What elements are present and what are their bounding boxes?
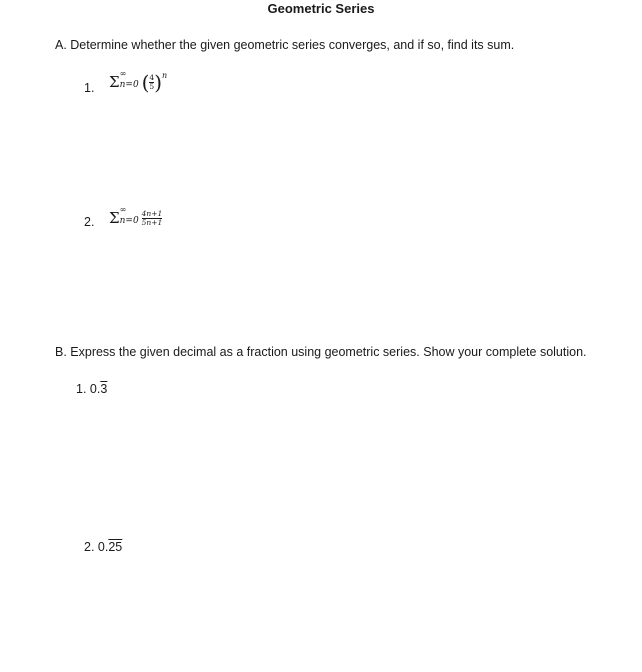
fraction-denominator: 5n+1 [141,218,163,227]
term-fraction [142,210,163,227]
repeating-digits: 3 [100,382,108,396]
problem-b1 [76,382,107,396]
problem-b2-number: 2. [84,540,95,554]
decimal-prefix: 0. [97,540,109,554]
fraction-numerator: 4n+1 [141,209,163,218]
repeating-digits: 25 [108,540,123,554]
exponent: n [162,71,168,80]
lower-limit: n=0 [119,215,139,226]
problem-b1-number: 1. [76,382,87,396]
lower-limit: n=0 [119,79,139,90]
section-b-heading: B. Express the given decimal as a fraction using geometric series. Show your complete solution. [55,345,587,359]
section-a-heading: A. Determine whether the given geometric series converges, and if so, find its sum. [55,38,515,52]
problem-b2 [84,540,122,554]
fraction-numerator: 4 [149,73,155,82]
fraction-denominator: 5 [149,82,155,91]
decimal-prefix: 0. [89,382,101,396]
upper-limit: ∞ [119,204,127,214]
upper-limit: ∞ [119,68,127,78]
page-title: Geometric Series [267,1,375,16]
sigma-symbol: Σ [109,73,120,91]
problem-a1-number: 1. [84,81,95,95]
sigma-symbol: Σ [109,209,120,227]
problem-a2-expression [109,204,163,227]
problem-a2-number: 2. [84,215,95,229]
problem-a1-expression: Σ ∞ n=0 ( $\frac{4}{5}$ )$^n$ [109,68,168,95]
